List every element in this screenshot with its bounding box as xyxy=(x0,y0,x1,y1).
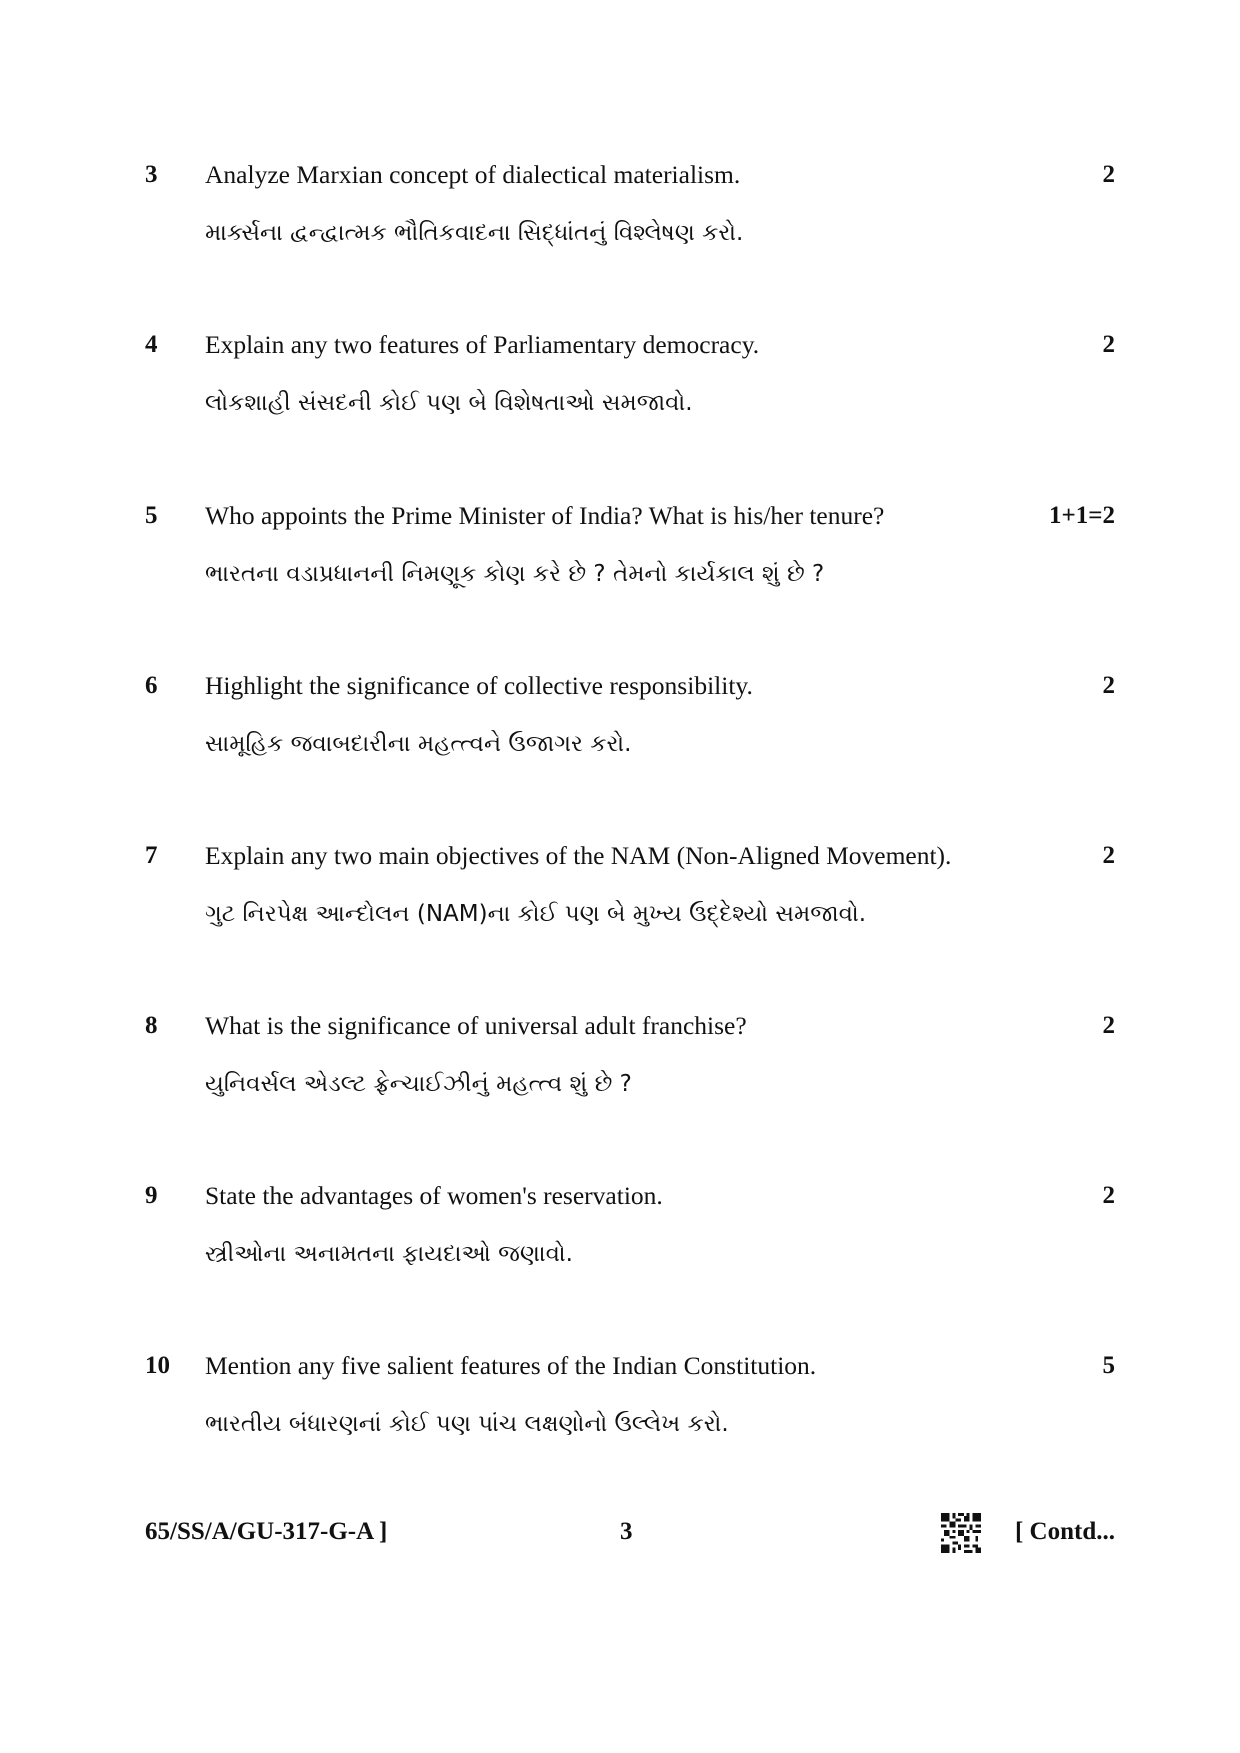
question-text-english: Analyze Marxian concept of dialectical materialism. xyxy=(205,160,741,189)
question-9 xyxy=(0,1181,1240,1301)
question-3 xyxy=(0,160,1240,280)
question-text-gujarati: ભારતના વડાપ્રધાનની નિમણૂક કોણ કરે છે ? તેમનો કાર્યકાલ શું છે ? xyxy=(205,561,825,587)
question-text-english: Who appoints the Prime Minister of India? What is his/her tenure? xyxy=(205,501,885,530)
question-number: 4 xyxy=(145,331,158,358)
question-number: 6 xyxy=(145,672,158,699)
question-text-english: State the advantages of women's reservation. xyxy=(205,1181,663,1210)
question-number: 9 xyxy=(145,1182,158,1209)
question-marks: 2 xyxy=(1102,672,1115,699)
question-text-gujarati: યુનિવર્સલ એડલ્ટ ફ્રેન્ચાઈઝીનું મહત્ત્વ શું છે ? xyxy=(205,1071,632,1097)
question-text-english: Explain any two main objectives of the NAM (Non-Aligned Movement). xyxy=(205,841,952,870)
question-marks: 1+1=2 xyxy=(1049,502,1115,529)
question-text-gujarati: માર્ક્સના દ્વન્દ્વાત્મક ભૌતિકવાદના સિદ્ધાંતનું વિશ્લેષણ કરો. xyxy=(205,220,744,246)
question-marks: 2 xyxy=(1102,842,1115,869)
question-4 xyxy=(0,330,1240,450)
question-marks: 2 xyxy=(1102,1012,1115,1039)
question-marks: 2 xyxy=(1102,161,1115,188)
question-number: 10 xyxy=(145,1352,170,1379)
question-text-gujarati: સામૂહિક જવાબદારીના મહત્ત્વને ઉજાગર કરો. xyxy=(205,731,632,757)
question-7 xyxy=(0,841,1240,961)
question-text-gujarati: લોકશાહી સંસદની કોઈ પણ બે વિશેષતાઓ સમજાવો. xyxy=(205,390,693,416)
question-5 xyxy=(0,501,1240,621)
qr-code-icon xyxy=(940,1513,982,1553)
question-text-gujarati: સ્ત્રીઓના અનામતના ફાયદાઓ જણાવો. xyxy=(205,1241,573,1267)
question-marks: 5 xyxy=(1102,1352,1115,1379)
page-footer xyxy=(0,1517,1240,1557)
question-text-english: What is the significance of universal adult franchise? xyxy=(205,1011,747,1040)
question-number: 8 xyxy=(145,1012,158,1039)
paper-code: 65/SS/A/GU-317-G-A ] xyxy=(145,1518,388,1545)
question-6 xyxy=(0,671,1240,791)
question-8 xyxy=(0,1011,1240,1131)
page-number: 3 xyxy=(620,1518,633,1545)
question-text-english: Highlight the significance of collective responsibility. xyxy=(205,671,753,700)
question-text-gujarati: ભારતીય બંધારણનાં કોઈ પણ પાંચ લક્ષણોનો ઉલ્લેખ કરો. xyxy=(205,1411,729,1437)
continued-label: [ Contd... xyxy=(1014,1518,1115,1545)
question-text-gujarati: ગુટ નિરપેક્ષ આન્દોલન (NAM)ના કોઈ પણ બે મુખ્ય ઉદ્દેશ્યો સમજાવો. xyxy=(205,901,867,927)
question-text-english: Mention any five salient features of the Indian Constitution. xyxy=(205,1351,817,1380)
question-marks: 2 xyxy=(1102,1182,1115,1209)
question-10 xyxy=(0,1351,1240,1471)
question-number: 3 xyxy=(145,161,158,188)
question-marks: 2 xyxy=(1102,331,1115,358)
question-number: 7 xyxy=(145,842,158,869)
question-number: 5 xyxy=(145,502,158,529)
question-text-english: Explain any two features of Parliamentary democracy. xyxy=(205,330,760,359)
